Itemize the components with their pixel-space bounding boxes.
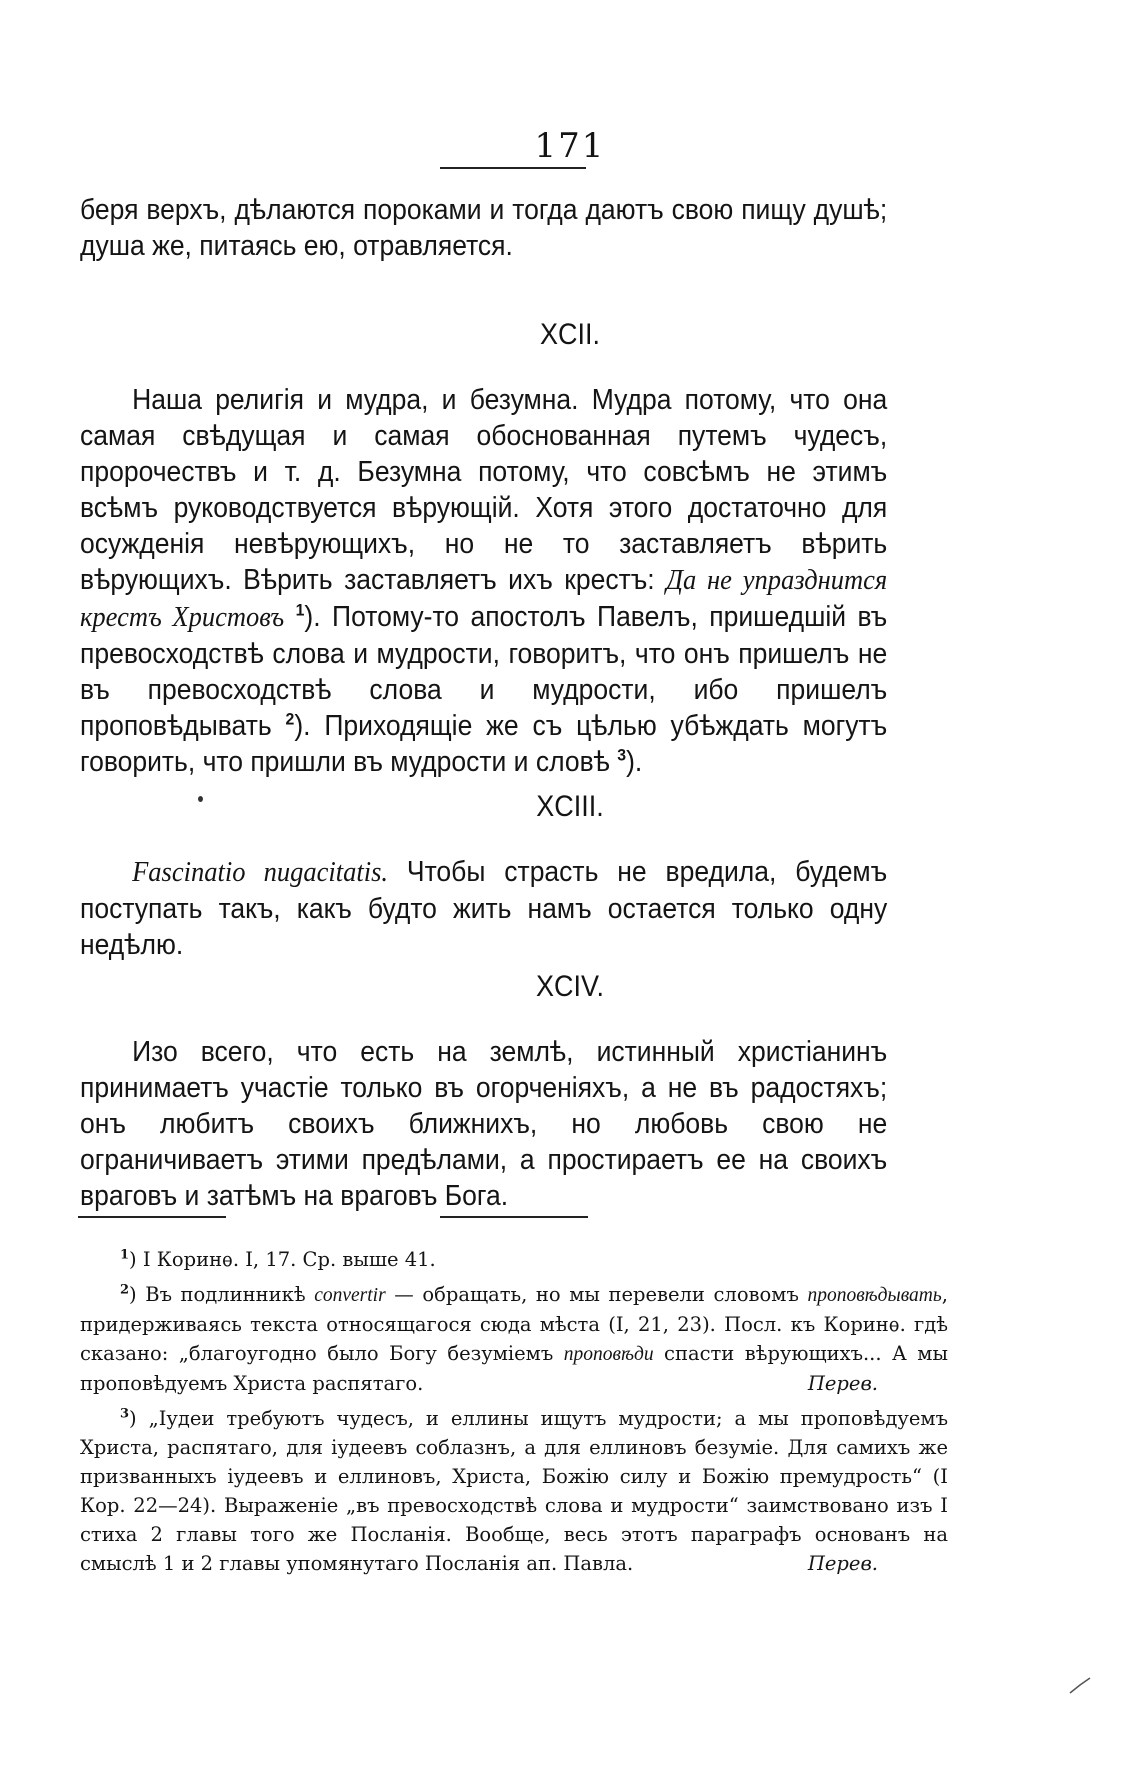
section-heading-xcii: XCII.	[539, 318, 601, 351]
section-xcii-part-b: ). Потому-то апостолъ Павелъ, пришедшій въ превосходствѣ слова и мудрости, говоритъ, что онъ пришелъ не въ превосходствѣ слова и мудрости, ибо пришелъ проповѣдывать	[80, 601, 888, 742]
footnote-2-signature: Перев.	[807, 1372, 878, 1395]
footnote-2-part-c: , придерживаясь текста относящагося сюда мѣста (I, 21, 23). Посл. къ Коринѳ. гдѣ сказано: „благоугодно было Богу безуміемъ	[80, 1283, 948, 1365]
footnote-2	[80, 1280, 948, 1398]
footnote-2-part-b: — обращать, но мы перевели словомъ	[385, 1283, 808, 1306]
section-xciv-body: Изо всего, что есть на землѣ, истинный христіанинъ принимаетъ участіе только въ огорченіяхъ, а не въ радостяхъ; онъ любитъ своихъ ближнихъ, но любовь свою не ограничиваетъ этими предѣлами, а простираетъ ее на своихъ враговъ и затѣмъ на враговъ Бога.	[80, 1036, 888, 1212]
footnote-2-italic-a: convertir	[314, 1285, 386, 1306]
footnote-2-marker: 2	[120, 1282, 130, 1298]
section-xcii-quote: Да не упразднится крестъ Христовъ	[80, 565, 888, 633]
footnote-1	[80, 1245, 948, 1274]
opening-paragraph	[80, 192, 887, 264]
pencil-mark	[1068, 1676, 1092, 1696]
footnote-2-part-a: ) Въ подлинникѣ	[129, 1283, 315, 1306]
section-xciv-text	[80, 1034, 887, 1214]
footnote-ref-1: 1	[295, 600, 305, 620]
footnote-rule-center	[440, 1216, 588, 1218]
opening-line-1: беря верхъ, дѣлаются пороками и тогда даютъ свою пищу душѣ;	[80, 194, 888, 226]
footnotes	[80, 1245, 948, 1584]
footnote-rule-left	[78, 1216, 226, 1218]
footnote-2-italic-c: проповѣди	[563, 1344, 654, 1365]
section-xciii-text	[80, 854, 887, 963]
section-xciii-body: Чтобы страсть не вредила, будемъ поступать такъ, какъ будто жить намъ остается только одну недѣлю.	[80, 856, 888, 961]
footnote-1-text: ) I Коринѳ. I, 17. Ср. выше 41.	[129, 1248, 436, 1271]
section-xcii-text	[80, 382, 887, 780]
footnote-ref-3: 3	[617, 745, 627, 765]
section-heading-xciv: XCIV.	[535, 970, 605, 1003]
section-xcii-part-c: ). Приходящіе же съ цѣлью убѣждать могутъ говорить, что пришли въ мудрости и словѣ	[80, 710, 888, 778]
footnote-ref-2: 2	[285, 709, 295, 729]
footnote-3-text: ) „Іудеи требуютъ чудесъ, и еллины ищутъ мудрости; а мы проповѣдуемъ Христа, распятаго, для іудеевъ соблазнъ, а для еллиновъ безуміе. Для самихъ же призванныхъ іудеевъ и еллиновъ, Христа, Божію силу и Божію премудрость“ (I Кор. 22—24). Выраженіе „въ превосходствѣ слова и мудрости“ заимствовано изъ I стиха 2 главы того же Посланія. Вообще, весь этотъ параграфъ основанъ на смыслѣ 1 и 2 главы упомянутаго Посланія ап. Павла.	[80, 1407, 948, 1575]
section-xciii-title: Fascinatio nugacitatis.	[132, 857, 389, 888]
footnote-3-signature: Перев.	[807, 1552, 878, 1575]
footnote-3	[80, 1404, 948, 1578]
footnote-1-marker: 1	[120, 1247, 130, 1263]
section-xcii-part-a: Наша религія и мудра, и безумна. Мудра потому, что она самая свѣдущая и самая обоснованная путемъ чудесъ, пророчествъ и т. д. Безумна потому, что совсѣмъ не этимъ всѣмъ руководствуется вѣрующій. Хотя этого достаточно для осужденія невѣрующихъ, но не то заставляетъ вѣрить вѣрующихъ. Вѣрить заставляетъ ихъ крестъ:	[80, 384, 888, 596]
section-heading-xciii: XCIII.	[536, 790, 604, 823]
page-number: 171	[534, 126, 606, 166]
section-xcii-part-d: ).	[626, 746, 643, 778]
footnote-2-italic-b: проповѣдывать	[807, 1285, 942, 1306]
footnote-2-part-d: спасти вѣрующихъ... А мы проповѣдуемъ Христа распятаго.	[80, 1342, 948, 1395]
footnote-3-marker: 3	[120, 1406, 130, 1422]
opening-line-2: душа же, питаясь ею, отравляется.	[80, 230, 513, 262]
page-number-rule	[440, 167, 586, 169]
